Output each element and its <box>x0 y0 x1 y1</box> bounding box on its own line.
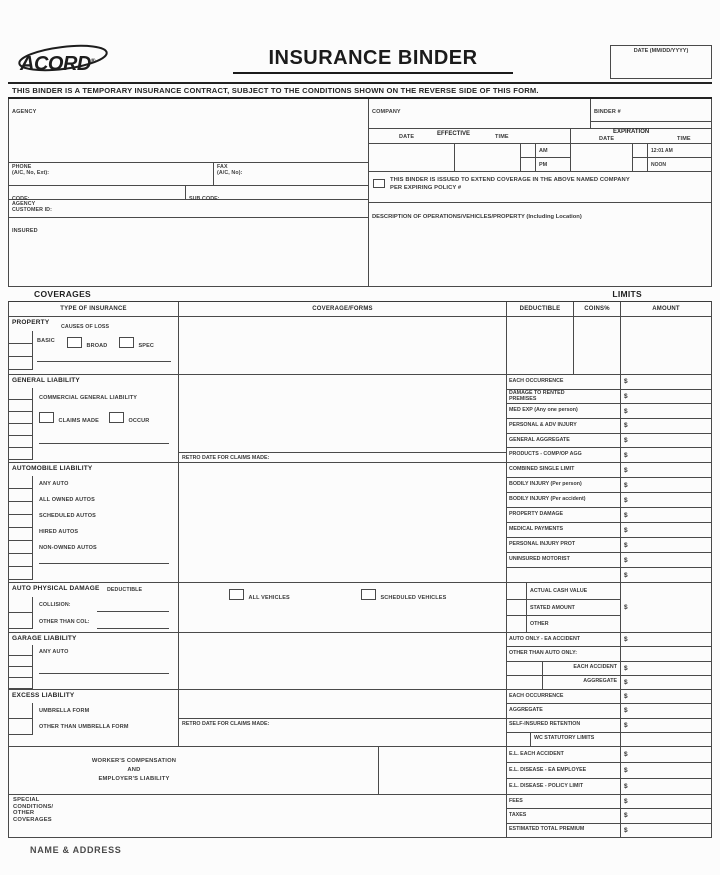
property-title: PROPERTY <box>12 319 50 326</box>
garage-liability-title: GARAGE LIABILITY <box>12 635 77 642</box>
binder-cell-divider <box>591 121 711 122</box>
auto-liability-title: AUTOMOBILE LIABILITY <box>12 465 93 472</box>
amount-cell[interactable]: $ <box>624 767 628 774</box>
limit-row <box>507 747 711 763</box>
all-vehicles-label: ALL VEHICLES <box>248 595 290 601</box>
limit-row <box>507 463 711 478</box>
property-row-checkbox[interactable] <box>9 357 33 370</box>
property-row-checkbox[interactable] <box>9 331 33 344</box>
apd-forms-input[interactable] <box>179 583 507 632</box>
amount-cell[interactable]: $ <box>624 721 628 729</box>
company-column <box>369 99 711 286</box>
gl-forms-input[interactable] <box>179 375 507 462</box>
limit-label: COMBINED SINGLE LIMIT <box>507 463 621 477</box>
apd-row-checkbox[interactable] <box>9 597 33 613</box>
gl-blank-line[interactable] <box>39 443 169 444</box>
garage-blank-line[interactable] <box>39 673 169 674</box>
registered-mark: ® <box>90 58 95 65</box>
apd-row-checkbox[interactable] <box>9 613 33 629</box>
amount-cell[interactable]: $ <box>624 812 628 820</box>
limit-row <box>507 568 711 582</box>
limit-label: EACH OCCURRENCE <box>507 690 621 703</box>
garage-row-checkbox[interactable] <box>9 656 33 667</box>
amount-cell[interactable]: $ <box>624 707 628 715</box>
scheduled-autos-label: SCHEDULED AUTOS <box>39 513 96 519</box>
limit-row <box>507 809 711 823</box>
limit-row <box>507 633 711 647</box>
amount-cell[interactable]: $ <box>624 407 628 415</box>
limit-label: E.L. DISEASE - EA EMPLOYEE <box>507 763 621 778</box>
non-owned-autos-label: NON-OWNED AUTOS <box>39 545 97 551</box>
amount-cell[interactable]: $ <box>624 451 628 459</box>
limit-row <box>507 448 711 462</box>
company-input[interactable] <box>369 99 591 128</box>
auto-row-checkbox[interactable] <box>9 567 33 580</box>
special-conditions-input[interactable] <box>9 795 507 837</box>
occur-checkbox[interactable] <box>109 412 124 423</box>
banner-text: THIS BINDER IS A TEMPORARY INSURANCE CONTRACT, SUBJECT TO THE CONDITIONS SHOWN ON THE REVERSE SIDE OF THIS FORM. <box>8 82 712 99</box>
fax-sublabel: (A/C, No): <box>217 170 243 176</box>
amount-cell[interactable] <box>621 733 711 746</box>
binder-number-label: BINDER # <box>594 109 621 115</box>
spec-checkbox[interactable] <box>119 337 134 348</box>
customer-id-input[interactable] <box>9 200 368 218</box>
amount-cell[interactable]: $ <box>624 437 628 445</box>
limit-row <box>507 600 620 617</box>
occur-label: OCCUR <box>128 418 150 424</box>
customer-id-label-line1: AGENCY <box>12 201 36 207</box>
limit-row <box>507 733 711 746</box>
effective-title: EFFECTIVE <box>437 131 471 137</box>
subcode-label: SUB CODE: <box>189 196 220 202</box>
limit-row <box>507 404 711 419</box>
limit-label: STATED AMOUNT <box>530 604 575 611</box>
amount-cell[interactable]: $ <box>624 664 628 672</box>
limit-row <box>507 616 620 632</box>
amount-cell[interactable]: $ <box>624 604 628 611</box>
limit-label: WC STATUTORY LIMITS <box>534 735 595 742</box>
effective-date-label: DATE <box>399 134 415 140</box>
gl-retro-date-label: RETRO DATE FOR CLAIMS MADE: <box>179 452 506 462</box>
expiration-date-input[interactable] <box>571 144 633 171</box>
auto-row-checkbox[interactable] <box>9 554 33 567</box>
section-general-liability <box>9 375 711 463</box>
amount-cell[interactable]: $ <box>624 511 628 519</box>
expiration-time-label: TIME <box>677 136 691 142</box>
auto-row-checkbox[interactable] <box>9 515 33 528</box>
limit-label: OTHER <box>530 621 549 628</box>
limit-row <box>507 583 620 600</box>
limit-indent-cell <box>507 676 543 689</box>
apd-deductible-label: DEDUCTIBLE <box>107 587 143 593</box>
limit-label: BODILY INJURY (Per person) <box>507 478 621 492</box>
extend-coverage-note: THIS BINDER IS ISSUED TO EXTEND COVERAGE IN THE ABOVE NAMED COMPANY PER EXPIRING POLICY # <box>390 177 630 192</box>
insured-input[interactable] <box>9 218 368 286</box>
umbrella-form-label: UMBRELLA FORM <box>39 708 90 714</box>
amount-cell[interactable]: $ <box>624 826 628 834</box>
amount-cell[interactable] <box>621 647 711 660</box>
workers-comp-title: WORKER'S COMPENSATION AND EMPLOYER'S LIABILITY <box>91 758 177 782</box>
limits-title: LIMITS <box>612 289 642 299</box>
col-coverage-forms: COVERAGE/FORMS <box>179 302 507 316</box>
limit-label: AGGREGATE <box>583 678 617 685</box>
wc-statutory-checkbox[interactable] <box>507 733 531 746</box>
other-than-col-label: OTHER THAN COL: <box>39 619 90 625</box>
phone-sublabel: (A/C, No, Ext): <box>12 170 50 176</box>
limit-row <box>507 662 711 676</box>
info-grid <box>8 99 712 287</box>
amount-cell[interactable]: $ <box>624 693 628 701</box>
coverages-table <box>8 301 712 838</box>
workers-comp-forms-input[interactable] <box>379 747 507 794</box>
company-label: COMPANY <box>372 109 401 115</box>
hired-autos-label: HIRED AUTOS <box>39 529 79 535</box>
limit-row <box>507 824 711 837</box>
col-type-of-insurance: TYPE OF INSURANCE <box>9 302 179 316</box>
claims-made-label: CLAIMS MADE <box>58 418 99 424</box>
amount-cell[interactable]: $ <box>624 526 628 534</box>
section-garage-liability <box>9 633 711 690</box>
coverages-strip <box>8 287 712 301</box>
limit-row <box>507 553 711 568</box>
excess-retro-date-label: RETRO DATE FOR CLAIMS MADE: <box>179 718 506 746</box>
limit-row <box>507 434 711 449</box>
commercial-gl-label: COMMERCIAL GENERAL LIABILITY <box>39 395 138 401</box>
basic-label: BASIC <box>37 338 55 344</box>
limit-label: UNINSURED MOTORIST <box>507 553 621 567</box>
limit-label: TAXES <box>507 809 621 822</box>
auto-row-checkbox[interactable] <box>9 528 33 541</box>
scheduled-vehicles-checkbox[interactable] <box>361 589 376 600</box>
garage-any-auto-label: ANY AUTO <box>39 649 69 655</box>
pm-label: PM <box>539 161 548 168</box>
other-than-umbrella-label: OTHER THAN UMBRELLA FORM <box>39 724 129 730</box>
expiration-1201am-checkbox[interactable] <box>633 144 647 158</box>
am-checkbox[interactable] <box>521 144 535 158</box>
limit-label: FEES <box>507 795 621 808</box>
limit-label: EACH OCCURRENCE <box>507 375 621 389</box>
code-label: CODE: <box>12 196 30 202</box>
section-workers-compensation <box>9 747 711 795</box>
agency-column <box>9 99 369 286</box>
table-header-row <box>9 302 711 317</box>
limit-label: EACH ACCIDENT <box>573 664 617 671</box>
section-special-conditions <box>9 795 711 837</box>
binder-number-input[interactable] <box>591 99 711 128</box>
property-deductible-input[interactable] <box>507 317 574 374</box>
limit-label: BODILY INJURY (Per accident) <box>507 493 621 507</box>
fax-label: FAX <box>217 164 228 170</box>
general-liability-title: GENERAL LIABILITY <box>12 377 80 384</box>
amount-cell[interactable]: $ <box>624 422 628 430</box>
auto-blank-line[interactable] <box>39 563 169 564</box>
amount-cell[interactable]: $ <box>624 678 628 686</box>
auto-forms-input[interactable] <box>179 463 507 582</box>
gl-row-checkbox[interactable] <box>9 388 33 400</box>
amount-cell[interactable]: $ <box>624 571 628 579</box>
limit-label: MED EXP (Any one person) <box>507 404 621 418</box>
special-conditions-label: SPECIAL CONDITIONS/ OTHER COVERAGES <box>13 797 54 823</box>
gl-row-checkbox[interactable] <box>9 400 33 412</box>
auto-row-checkbox[interactable] <box>9 476 33 489</box>
effective-date-input[interactable] <box>369 144 455 171</box>
actual-cash-value-checkbox[interactable] <box>507 583 527 599</box>
limit-row <box>507 538 711 553</box>
auto-row-checkbox[interactable] <box>9 541 33 554</box>
limit-label: MEDICAL PAYMENTS <box>507 523 621 537</box>
amount-cell[interactable]: $ <box>624 541 628 549</box>
date-box-label: DATE (MM/DD/YYYY) <box>633 48 689 54</box>
garage-row-checkbox[interactable] <box>9 678 33 689</box>
limit-indent-cell <box>507 662 543 675</box>
gl-row-checkbox[interactable] <box>9 412 33 424</box>
limit-row <box>507 375 711 390</box>
gl-row-checkbox[interactable] <box>9 448 33 460</box>
effective-header <box>369 129 571 143</box>
amount-cell[interactable]: $ <box>624 496 628 504</box>
amount-cell[interactable]: $ <box>624 466 628 474</box>
excess-liability-title: EXCESS LIABILITY <box>12 692 75 699</box>
section-automobile-liability <box>9 463 711 583</box>
garage-row-checkbox[interactable] <box>9 667 33 678</box>
expiration-date-label: DATE <box>599 136 615 142</box>
limit-label: OTHER THAN AUTO ONLY: <box>507 647 621 660</box>
expiration-1201am-label: 12:01 AM <box>648 144 711 158</box>
amount-cell[interactable]: $ <box>624 783 628 790</box>
all-vehicles-checkbox[interactable] <box>229 589 244 600</box>
code-row <box>9 186 368 200</box>
excess-row-checkbox[interactable] <box>9 719 33 735</box>
other-checkbox[interactable] <box>507 616 527 632</box>
col-coins: COINS% <box>574 302 621 316</box>
limit-row <box>507 419 711 434</box>
phone-fax-row <box>9 163 368 186</box>
collision-label: COLLISION: <box>39 602 71 608</box>
name-address-label: NAME & ADDRESS <box>30 845 122 855</box>
insured-label: INSURED <box>12 228 38 234</box>
limit-label: E.L. EACH ACCIDENT <box>507 747 621 762</box>
form-header <box>8 40 712 82</box>
acord-logo-text: ACORD® <box>20 53 95 75</box>
expiration-noon-checkbox[interactable] <box>633 158 647 171</box>
all-owned-autos-label: ALL OWNED AUTOS <box>39 497 95 503</box>
section-excess-liability <box>9 690 711 747</box>
property-blank-line[interactable] <box>37 361 171 362</box>
limit-row <box>507 508 711 523</box>
auto-physical-title: AUTO PHYSICAL DAMAGE <box>12 585 100 592</box>
gl-row-checkbox[interactable] <box>9 436 33 448</box>
limit-label: PERSONAL & ADV INJURY <box>507 419 621 433</box>
property-coins-input[interactable] <box>574 317 621 374</box>
claims-made-checkbox[interactable] <box>39 412 54 423</box>
limit-row <box>507 763 711 779</box>
effective-time-label: TIME <box>495 134 509 140</box>
property-forms-input[interactable] <box>179 317 507 374</box>
limit-row <box>507 523 711 538</box>
limit-label: PRODUCTS - COMP/OP AGG <box>507 448 621 462</box>
limit-label <box>507 568 621 582</box>
coverages-title: COVERAGES <box>34 289 92 299</box>
auto-row-checkbox[interactable] <box>9 502 33 515</box>
am-label: AM <box>536 144 570 158</box>
limit-row <box>507 493 711 508</box>
excess-forms-input[interactable] <box>179 690 507 746</box>
limit-row <box>507 795 711 809</box>
phone-input[interactable] <box>9 163 214 185</box>
amount-cell[interactable]: $ <box>624 393 628 400</box>
amount-cell[interactable]: $ <box>624 798 628 806</box>
excess-row-checkbox[interactable] <box>9 703 33 719</box>
gl-row-checkbox[interactable] <box>9 424 33 436</box>
limit-row <box>507 779 711 794</box>
limit-label: AGGREGATE <box>507 704 621 717</box>
code-input[interactable] <box>9 186 186 202</box>
limit-label: AUTO ONLY - EA ACCIDENT <box>507 633 621 646</box>
expiration-header <box>571 129 711 143</box>
causes-of-loss-label: CAUSES OF LOSS <box>61 324 110 330</box>
description-input[interactable] <box>369 203 711 286</box>
limit-label: PERSONAL INJURY PROT <box>507 538 621 552</box>
expiration-title: EXPIRATION <box>613 129 650 135</box>
fax-input[interactable] <box>214 163 368 185</box>
amount-cell[interactable]: $ <box>624 556 628 564</box>
limit-row <box>507 704 711 718</box>
col-deductible: DEDUCTIBLE <box>507 302 574 316</box>
broad-checkbox[interactable] <box>67 337 82 348</box>
property-row-checkbox[interactable] <box>9 344 33 357</box>
spec-label: SPEC <box>138 343 155 349</box>
expiration-noon-label: NOON <box>651 161 666 168</box>
broad-label: BROAD <box>86 343 108 349</box>
stated-amount-checkbox[interactable] <box>507 600 527 616</box>
amount-cell[interactable]: $ <box>624 481 628 489</box>
pm-checkbox[interactable] <box>521 158 535 171</box>
col-amount: AMOUNT <box>652 306 680 312</box>
scheduled-vehicles-label: SCHEDULED VEHICLES <box>380 595 447 601</box>
auto-row-checkbox[interactable] <box>9 489 33 502</box>
limit-label: E.L. DISEASE - POLICY LIMIT <box>507 779 621 794</box>
limit-label: GENERAL AGGREGATE <box>507 434 621 448</box>
subcode-input[interactable] <box>186 186 368 202</box>
agency-input[interactable] <box>9 99 368 163</box>
section-property <box>9 317 711 375</box>
limit-label: ESTIMATED TOTAL PREMIUM <box>507 824 621 837</box>
other-than-col-deductible-line[interactable] <box>97 628 169 629</box>
amount-cell[interactable]: $ <box>624 751 628 758</box>
limit-row <box>507 390 711 405</box>
form-title: INSURANCE BINDER <box>233 47 513 74</box>
description-label: DESCRIPTION OF OPERATIONS/VEHICLES/PROPERTY (Including Location) <box>372 214 582 220</box>
phone-label: PHONE <box>12 164 32 170</box>
amount-cell[interactable]: $ <box>624 378 628 386</box>
limit-row <box>507 719 711 733</box>
limit-row <box>507 676 711 689</box>
acord-logo <box>16 42 112 80</box>
customer-id-label-line2: CUSTOMER ID: <box>12 207 52 214</box>
limit-label: DAMAGE TO RENTED PREMISES <box>507 390 621 404</box>
effective-time-input[interactable] <box>455 144 521 171</box>
amount-cell[interactable]: $ <box>624 636 628 644</box>
limit-row <box>507 478 711 493</box>
garage-forms-input[interactable] <box>179 633 507 689</box>
collision-deductible-line[interactable] <box>97 611 169 612</box>
property-amount-input[interactable] <box>621 317 711 374</box>
limit-label: PROPERTY DAMAGE <box>507 508 621 522</box>
any-auto-label: ANY AUTO <box>39 481 69 487</box>
section-auto-physical-damage <box>9 583 711 633</box>
limit-label: SELF-INSURED RETENTION <box>507 719 621 732</box>
garage-row-checkbox[interactable] <box>9 645 33 656</box>
limit-row <box>507 647 711 661</box>
extend-coverage-checkbox[interactable] <box>373 179 385 188</box>
limit-row <box>507 690 711 704</box>
agency-label: AGENCY <box>12 109 37 115</box>
date-box[interactable] <box>610 45 712 79</box>
limit-label: ACTUAL CASH VALUE <box>530 587 588 594</box>
